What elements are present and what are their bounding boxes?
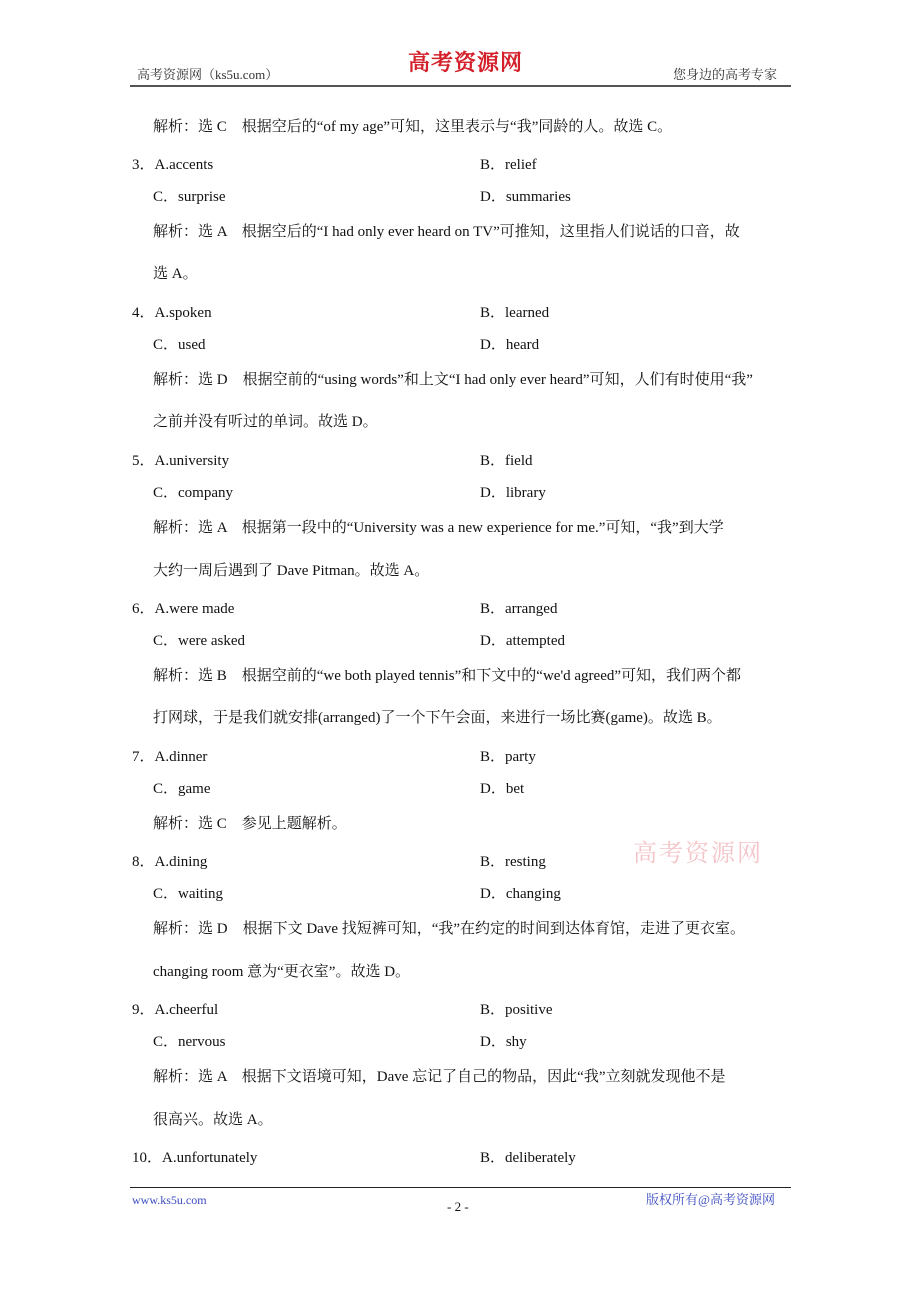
- option-d: D．attempted: [480, 633, 565, 649]
- option-d: D．changing: [480, 886, 561, 902]
- option-b: B．arranged: [480, 601, 558, 617]
- footer-copyright: 版权所有@高考资源网: [646, 1192, 775, 1207]
- footer-link[interactable]: www.ks5u.com: [132, 1193, 207, 1207]
- explanation: 打网球，于是我们就安排(arranged)了一个下午会面，来进行一场比赛(game)。故选 B。: [153, 710, 722, 726]
- option-d: D．library: [480, 485, 546, 501]
- page-number: - 2 -: [447, 1199, 469, 1214]
- option-a: 8．A.dining: [132, 854, 208, 870]
- explanation: 解析：选 D 根据下文 Dave 找短裤可知，“我”在约定的时间到达体育馆，走进了更衣室。: [153, 921, 746, 937]
- option-b: B．party: [480, 749, 536, 765]
- explanation: 解析：选 B 根据空前的“we both played tennis”和下文中的“we'd agreed”可知，我们两个都: [153, 668, 742, 684]
- option-a: 4．A.spoken: [132, 305, 212, 321]
- explanation: 解析：选 C 参见上题解析。: [153, 816, 347, 832]
- option-b: B．resting: [480, 854, 546, 870]
- footer-rule: [130, 1187, 791, 1188]
- header-slogan: 您身边的高考专家: [673, 67, 778, 82]
- option-c: C．waiting: [153, 886, 223, 902]
- explanation: 解析：选 D 根据空前的“using words”和上文“I had only ever heard”可知，人们有时使用“我”: [153, 372, 753, 388]
- explanation: changing room 意为“更衣室”。故选 D。: [153, 964, 411, 980]
- option-d: D．bet: [480, 781, 525, 797]
- option-c: C．used: [153, 337, 206, 353]
- option-a: 6．A.were made: [132, 601, 235, 617]
- option-c: C．nervous: [153, 1034, 226, 1050]
- option-c: C．company: [153, 485, 233, 501]
- explanation: 解析：选 C 根据空后的“of my age”可知，这里表示与“我”同龄的人。故选 C。: [153, 119, 673, 135]
- option-b: B．relief: [480, 157, 537, 173]
- explanation: 之前并没有听过的单词。故选 D。: [153, 414, 378, 430]
- option-c: C．surprise: [153, 189, 226, 205]
- header-site-name: 高考资源网（ks5u.com）: [137, 67, 279, 82]
- option-c: C．game: [153, 781, 211, 797]
- option-d: D．summaries: [480, 189, 571, 205]
- option-b: B．field: [480, 453, 533, 469]
- watermark: 高考资源网: [633, 841, 763, 867]
- option-c: C．were asked: [153, 633, 246, 649]
- option-a: 5．A.university: [132, 453, 230, 469]
- option-a: 7．A.dinner: [132, 749, 208, 765]
- option-b: B．deliberately: [480, 1150, 576, 1166]
- explanation: 选 A。: [153, 266, 198, 282]
- explanation: 解析：选 A 根据下文语境可知，Dave 忘记了自己的物品，因此“我”立刻就发现他不是: [153, 1069, 726, 1085]
- explanation: 大约一周后遇到了 Dave Pitman。故选 A。: [153, 563, 430, 579]
- option-d: D．heard: [480, 337, 540, 353]
- option-b: B．positive: [480, 1002, 553, 1018]
- explanation: 很高兴。故选 A。: [153, 1112, 273, 1128]
- option-a: 3．A.accents: [132, 157, 214, 173]
- option-a: 9．A.cheerful: [132, 1002, 219, 1018]
- option-a: 10．A.unfortunately: [132, 1150, 258, 1166]
- option-b: B．learned: [480, 305, 550, 321]
- option-d: D．shy: [480, 1034, 527, 1050]
- header-logo: 高考资源网: [408, 50, 524, 75]
- explanation: 解析：选 A 根据第一段中的“University was a new experience for me.”可知，“我”到大学: [153, 520, 724, 536]
- header-rule: [130, 85, 791, 87]
- explanation: 解析：选 A 根据空后的“I had only ever heard on TV”可推知，这里指人们说话的口音，故: [153, 224, 740, 240]
